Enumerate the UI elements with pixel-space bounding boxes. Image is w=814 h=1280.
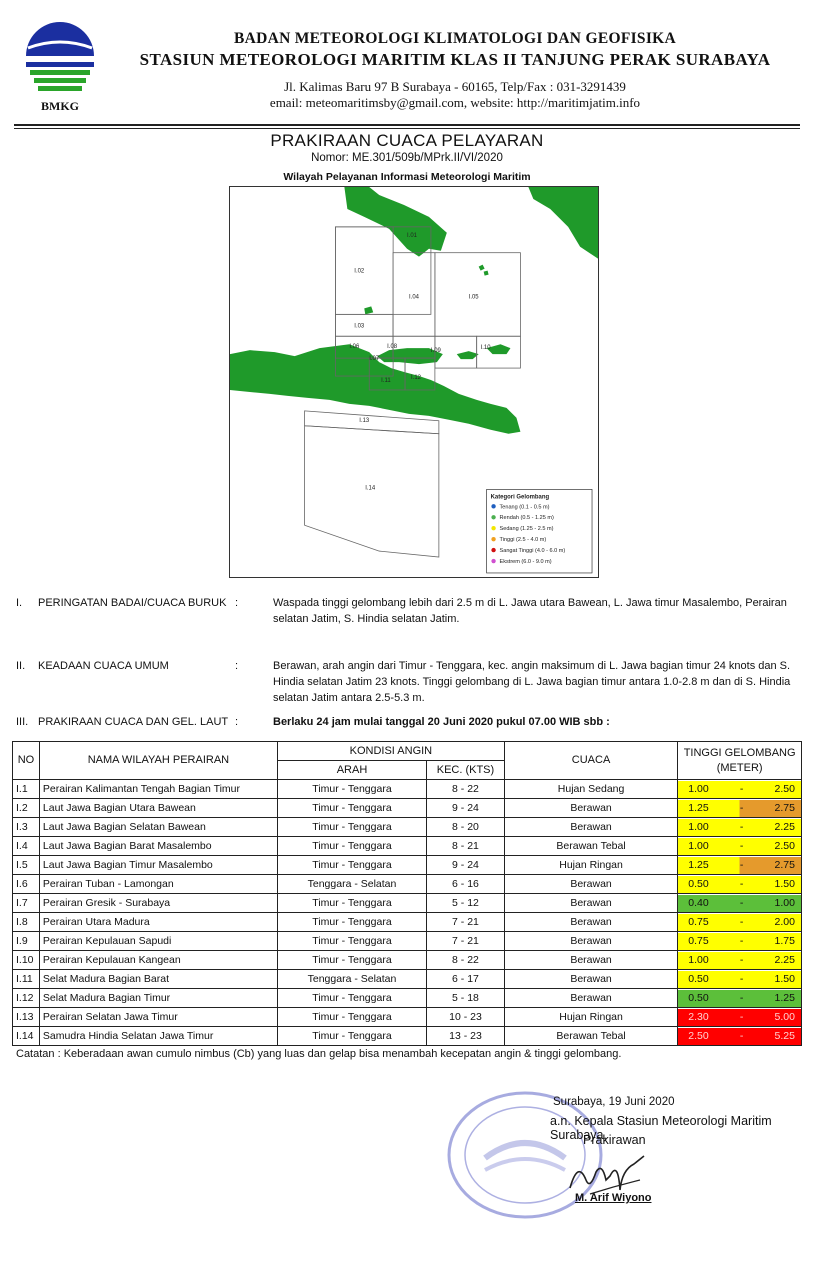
table-row <box>13 799 802 818</box>
row-no: I.14 <box>13 1027 40 1046</box>
wave-min: 2.50 <box>688 1029 709 1042</box>
row-wind-speed: 13 - 23 <box>427 1027 505 1046</box>
row-weather: Berawan <box>504 970 677 989</box>
section-2-line: Berawan, arah angin dari Timur - Tenggara, kec. angin maksimum di L. Jawa bagian timur 24 knots dan S. <box>273 660 791 672</box>
row-wind-speed: 6 - 17 <box>427 970 505 989</box>
legend-swatch <box>491 559 495 563</box>
wave-min: 0.75 <box>688 934 709 947</box>
svg-text:I.01: I.01 <box>407 232 417 239</box>
row-no: I.11 <box>13 970 40 989</box>
header-weather: CUACA <box>504 742 677 780</box>
wave-dash: - <box>739 915 744 928</box>
table-row <box>13 856 802 875</box>
header-speed: KEC. (KTS) <box>427 761 505 780</box>
row-weather: Hujan Ringan <box>504 856 677 875</box>
row-area-name: Perairan Kepulauan Kangean <box>39 951 277 970</box>
row-area-name: Perairan Gresik - Surabaya <box>39 894 277 913</box>
section-2-text <box>273 658 793 706</box>
row-weather: Berawan <box>504 875 677 894</box>
document-number: Nomor: ME.301/509b/MPrk.II/VI/2020 <box>311 152 503 164</box>
row-wind-speed: 8 - 22 <box>427 951 505 970</box>
svg-text:I.11: I.11 <box>381 378 391 384</box>
row-area-name: Samudra Hindia Selatan Jawa Timur <box>39 1027 277 1046</box>
header-wind: KONDISI ANGIN <box>277 742 504 761</box>
row-area-name: Selat Madura Bagian Timur <box>39 989 277 1008</box>
wave-max: 5.00 <box>774 1010 795 1023</box>
row-area-name: Laut Jawa Bagian Timur Masalembo <box>39 856 277 875</box>
logo-text: BMKG <box>41 99 79 113</box>
map-legend <box>487 489 592 573</box>
header-area-name: NAMA WILAYAH PERAIRAN <box>39 742 277 780</box>
row-wind-direction: Timur - Tenggara <box>277 894 426 913</box>
legend-swatch <box>491 515 495 519</box>
table-row <box>13 970 802 989</box>
signatory-name: M. Arif Wiyono <box>575 1192 652 1204</box>
row-wave-height <box>678 989 802 1008</box>
wave-dash: - <box>739 934 744 947</box>
wave-max: 2.50 <box>774 839 795 852</box>
row-weather: Berawan <box>504 913 677 932</box>
row-no: I.13 <box>13 1008 40 1027</box>
svg-text:I.04: I.04 <box>409 294 419 301</box>
table-row <box>13 989 802 1008</box>
section-3-number: III. <box>16 716 29 728</box>
row-wave-height <box>678 951 802 970</box>
wave-max: 2.75 <box>774 858 795 871</box>
section-1-line: Waspada tinggi gelombang lebih dari 2.5 m di L. Jawa utara Bawean, L. Jawa timur Masalembo, Perairan <box>273 597 787 609</box>
row-wind-direction: Timur - Tenggara <box>277 780 426 799</box>
wave-dash: - <box>739 896 744 909</box>
wave-dash: - <box>739 991 744 1004</box>
legend-label: Rendah (0.5 - 1.25 m) <box>499 515 554 522</box>
legend-swatch <box>491 548 495 552</box>
wave-min: 0.40 <box>688 896 709 909</box>
section-1-number: I. <box>16 597 23 609</box>
header-divider <box>14 124 800 126</box>
row-wind-direction: Tenggara - Selatan <box>277 875 426 894</box>
wave-min: 1.00 <box>688 782 709 795</box>
section-3-colon: : <box>235 716 239 728</box>
wave-max: 1.75 <box>774 934 795 947</box>
row-wind-speed: 6 - 16 <box>427 875 505 894</box>
legend-label: Ekstrem (6.0 - 9.0 m) <box>499 559 552 566</box>
row-wind-speed: 5 - 18 <box>427 989 505 1008</box>
table-row <box>13 894 802 913</box>
wave-max: 1.50 <box>774 877 795 890</box>
legend-label: Tenang (0.1 - 0.5 m) <box>499 504 550 511</box>
row-weather: Berawan Tebal <box>504 1027 677 1046</box>
row-weather: Berawan <box>504 951 677 970</box>
row-wind-speed: 7 - 21 <box>427 932 505 951</box>
row-wave-height <box>678 932 802 951</box>
wave-dash: - <box>739 972 744 985</box>
wave-dash: - <box>739 801 744 814</box>
row-wave-height <box>678 1027 802 1046</box>
row-wave-height <box>678 894 802 913</box>
legend-swatch <box>491 537 495 541</box>
wave-max: 2.25 <box>774 820 795 833</box>
section-3-text: Berlaku 24 jam mulai tanggal 20 Juni 2020 pukul 07.00 WIB sbb : <box>273 716 610 728</box>
table-row <box>13 837 802 856</box>
row-no: I.5 <box>13 856 40 875</box>
table-row <box>13 818 802 837</box>
row-wind-speed: 10 - 23 <box>427 1008 505 1027</box>
row-no: I.8 <box>13 913 40 932</box>
legend-title: Kategori Gelombang <box>490 494 550 501</box>
bmkg-logo <box>20 22 100 114</box>
header-wave-line2: (METER) <box>716 761 763 774</box>
svg-text:I.14: I.14 <box>365 485 376 492</box>
section-3-label: PRAKIRAAN CUACA DAN GEL. LAUT <box>38 716 229 728</box>
header-direction: ARAH <box>277 761 426 780</box>
row-weather: Berawan <box>504 989 677 1008</box>
legend-swatch <box>491 504 495 508</box>
row-wind-direction: Timur - Tenggara <box>277 1008 426 1027</box>
map-title: Wilayah Pelayanan Informasi Meteorologi Maritim <box>283 171 531 183</box>
row-wave-height <box>678 970 802 989</box>
wave-min: 1.25 <box>688 801 709 814</box>
row-no: I.12 <box>13 989 40 1008</box>
wave-max: 1.50 <box>774 972 795 985</box>
table-row <box>13 1027 802 1046</box>
row-wave-height <box>678 818 802 837</box>
row-wave-height <box>678 1008 802 1027</box>
row-weather: Hujan Sedang <box>504 780 677 799</box>
svg-text:I.09: I.09 <box>430 348 441 355</box>
wave-min: 1.25 <box>688 858 709 871</box>
row-area-name: Perairan Kepulauan Sapudi <box>39 932 277 951</box>
table-row <box>13 780 802 799</box>
wave-dash: - <box>739 953 744 966</box>
row-wind-direction: Timur - Tenggara <box>277 856 426 875</box>
wave-max: 1.25 <box>774 991 795 1004</box>
wave-dash: - <box>739 820 744 833</box>
row-no: I.2 <box>13 799 40 818</box>
wave-dash: - <box>739 839 744 852</box>
legend-swatch <box>491 526 495 530</box>
header-no: NO <box>13 742 40 780</box>
wave-dash: - <box>739 1029 744 1042</box>
row-wind-direction: Timur - Tenggara <box>277 818 426 837</box>
row-weather: Berawan <box>504 932 677 951</box>
row-area-name: Perairan Selatan Jawa Timur <box>39 1008 277 1027</box>
row-wind-direction: Timur - Tenggara <box>277 951 426 970</box>
row-wave-height <box>678 837 802 856</box>
section-1-colon: : <box>235 597 239 609</box>
legend-label: Sedang (1.25 - 2.5 m) <box>499 526 554 533</box>
svg-text:I.05: I.05 <box>468 294 479 301</box>
row-wind-speed: 9 - 24 <box>427 856 505 875</box>
row-area-name: Perairan Utara Madura <box>39 913 277 932</box>
wave-dash: - <box>739 858 744 871</box>
wave-max: 5.25 <box>774 1029 795 1042</box>
row-wind-speed: 8 - 20 <box>427 818 505 837</box>
wave-min: 0.50 <box>688 991 709 1004</box>
row-area-name: Perairan Kalimantan Tengah Bagian Timur <box>39 780 277 799</box>
table-row <box>13 913 802 932</box>
row-wind-direction: Timur - Tenggara <box>277 1027 426 1046</box>
row-weather: Berawan <box>504 894 677 913</box>
row-area-name: Laut Jawa Bagian Selatan Bawean <box>39 818 277 837</box>
contact-info: email: meteomaritimsby@gmail.com, website: http://maritimjatim.info <box>269 95 641 110</box>
row-no: I.9 <box>13 932 40 951</box>
row-area-name: Perairan Tuban - Lamongan <box>39 875 277 894</box>
wave-min: 1.00 <box>688 839 709 852</box>
row-wave-height <box>678 875 802 894</box>
row-weather: Berawan <box>504 799 677 818</box>
row-wind-direction: Timur - Tenggara <box>277 837 426 856</box>
footnote: Catatan : Keberadaan awan cumulo nimbus (Cb) yang luas dan gelap bisa menambah kecepatan angin & tinggi gelombang. <box>16 1048 622 1060</box>
row-weather: Berawan <box>504 818 677 837</box>
wave-min: 2.30 <box>688 1010 709 1023</box>
wave-min: 1.00 <box>688 820 709 833</box>
wave-max: 2.50 <box>774 782 795 795</box>
header-wave-line1: TINGGI GELOMBANG <box>683 746 796 759</box>
signature-office: a.n. Kepala Stasiun Meteorologi Maritim Surabaya, <box>550 1114 772 1142</box>
row-wind-direction: Tenggara - Selatan <box>277 970 426 989</box>
row-wave-height <box>678 856 802 875</box>
svg-text:I.02: I.02 <box>354 268 365 275</box>
wave-max: 2.00 <box>774 915 795 928</box>
header-divider-thin <box>14 128 800 129</box>
table-row <box>13 1008 802 1027</box>
section-2-line: Hindia selatan Jatim 23 knots. Tinggi gelombang di L. Jawa bagian timur antara 1.0-2.8 m dan di S. Hindia <box>273 676 791 688</box>
section-2-line: selatan Jatim antara 2.5-5.3 m. <box>273 692 425 704</box>
org-name-line1: BADAN METEOROLOGI KLIMATOLOGI DAN GEOFISIKA <box>233 30 677 47</box>
row-no: I.3 <box>13 818 40 837</box>
land-areas <box>230 187 598 434</box>
row-weather: Berawan Tebal <box>504 837 677 856</box>
row-wave-height <box>678 913 802 932</box>
svg-text:I.08: I.08 <box>387 344 398 351</box>
row-no: I.10 <box>13 951 40 970</box>
row-wind-speed: 7 - 21 <box>427 913 505 932</box>
wave-min: 0.50 <box>688 877 709 890</box>
row-no: I.4 <box>13 837 40 856</box>
maritim-zone-map <box>229 186 599 578</box>
section-2-label: KEADAAN CUACA UMUM <box>38 660 169 672</box>
section-1-label: PERINGATAN BADAI/CUACA BURUK <box>38 597 227 609</box>
svg-text:I.03: I.03 <box>354 323 365 330</box>
signature-date: Surabaya, 19 Juni 2020 <box>553 1096 675 1108</box>
address: Jl. Kalimas Baru 97 B Surabaya - 60165, Telp/Fax : 031-3291439 <box>284 79 626 94</box>
header-wave-height <box>678 742 802 780</box>
wave-dash: - <box>739 1010 744 1023</box>
row-wind-direction: Timur - Tenggara <box>277 932 426 951</box>
row-wind-speed: 8 - 22 <box>427 780 505 799</box>
wave-min: 1.00 <box>688 953 709 966</box>
table-row <box>13 932 802 951</box>
org-name-line2: STASIUN METEOROLOGI MARITIM KLAS II TANJUNG PERAK SURABAYA <box>139 50 771 69</box>
svg-text:I.13: I.13 <box>359 417 370 424</box>
row-wind-speed: 9 - 24 <box>427 799 505 818</box>
svg-text:I.06: I.06 <box>349 344 360 351</box>
svg-text:I.10: I.10 <box>480 345 491 352</box>
row-area-name: Laut Jawa Bagian Utara Bawean <box>39 799 277 818</box>
wave-max: 2.75 <box>774 801 795 814</box>
row-wind-direction: Timur - Tenggara <box>277 989 426 1008</box>
legend-label: Sangat Tinggi (4.0 - 6.0 m) <box>499 548 566 555</box>
row-wind-speed: 8 - 21 <box>427 837 505 856</box>
wave-min: 0.75 <box>688 915 709 928</box>
row-wind-speed: 5 - 12 <box>427 894 505 913</box>
section-1-line: selatan Jatim, S. Hindia selatan Jatim. <box>273 613 460 625</box>
row-wind-direction: Timur - Tenggara <box>277 799 426 818</box>
wave-max: 1.00 <box>774 896 795 909</box>
row-weather: Hujan Ringan <box>504 1008 677 1027</box>
section-2-colon: : <box>235 660 239 672</box>
wave-dash: - <box>739 877 744 890</box>
row-no: I.1 <box>13 780 40 799</box>
row-area-name: Selat Madura Bagian Barat <box>39 970 277 989</box>
svg-text:I.12: I.12 <box>411 375 421 382</box>
row-wave-height <box>678 799 802 818</box>
wave-min: 0.50 <box>688 972 709 985</box>
table-row <box>13 951 802 970</box>
row-wave-height <box>678 780 802 799</box>
table-row <box>13 875 802 894</box>
row-no: I.6 <box>13 875 40 894</box>
document-title: PRAKIRAAN CUACA PELAYARAN <box>270 131 544 150</box>
section-2-number: II. <box>16 660 26 672</box>
legend-label: Tinggi (2.5 - 4.0 m) <box>499 537 547 544</box>
row-area-name: Laut Jawa Bagian Barat Masalembo <box>39 837 277 856</box>
section-1-text <box>273 595 793 627</box>
wave-max: 2.25 <box>774 953 795 966</box>
signature-role: Prakirawan <box>583 1133 646 1147</box>
svg-text:I.07: I.07 <box>369 356 380 363</box>
wave-dash: - <box>739 782 744 795</box>
row-no: I.7 <box>13 894 40 913</box>
row-wind-direction: Timur - Tenggara <box>277 913 426 932</box>
forecast-table <box>12 741 802 1046</box>
